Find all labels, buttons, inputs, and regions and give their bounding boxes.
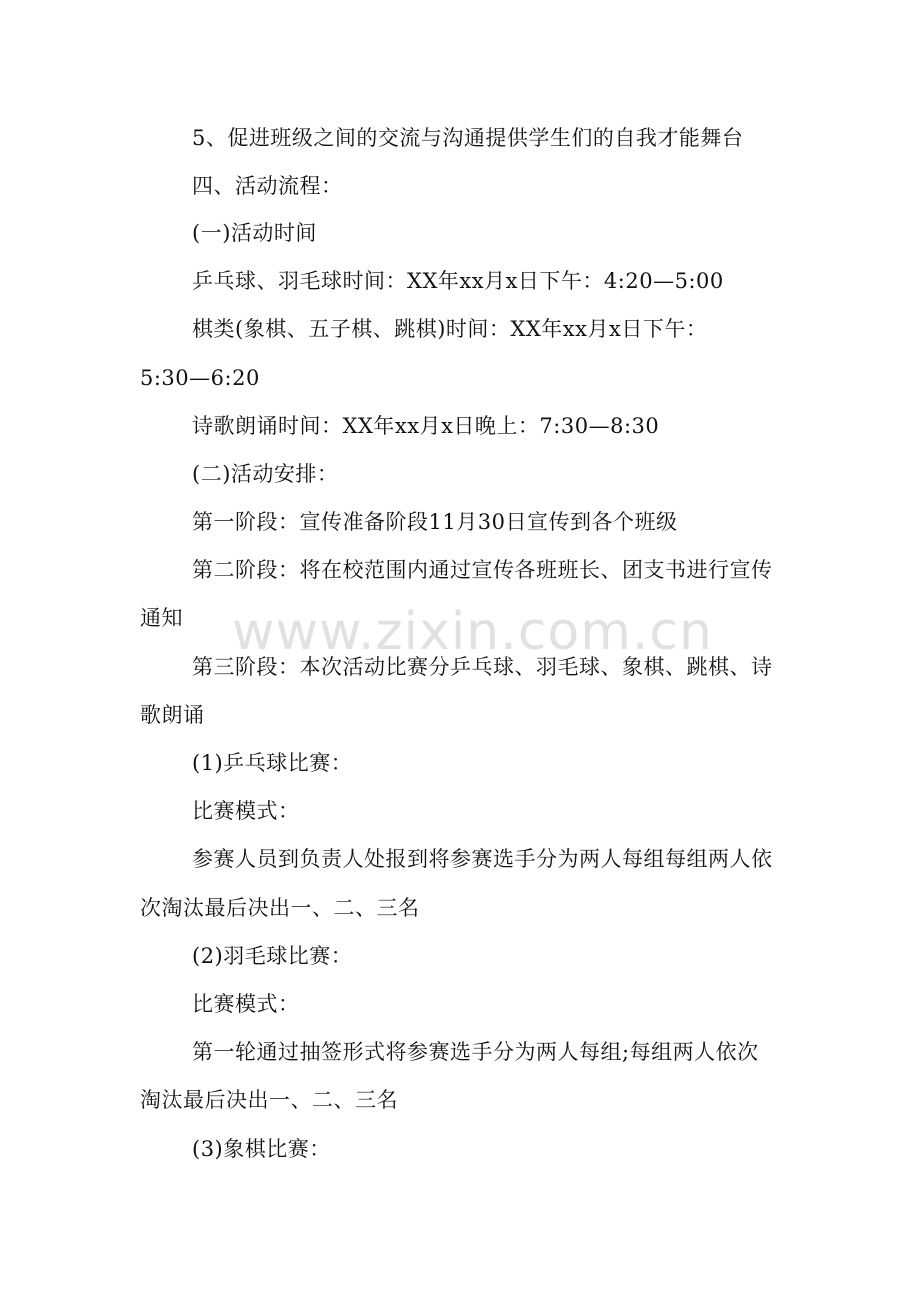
watermark: www.zixin.com.cn — [232, 602, 713, 662]
item-heading: (3)象棋比赛： — [192, 1137, 331, 1161]
subsection-heading: (一)活动时间 — [192, 221, 317, 245]
text-line: 诗歌朗诵时间：XX年xx月x日晚上：7:30—8:30 — [192, 414, 660, 438]
text-line-continued: 淘汰最后决出一、二、三名 — [140, 1088, 398, 1112]
text-line: 乒乓球、羽毛球时间：XX年xx月x日下午：4:20—5:00 — [192, 269, 724, 293]
section-heading: 四、活动流程： — [192, 174, 343, 198]
text-line: 第三阶段：本次活动比赛分乒乓球、羽毛球、象棋、跳棋、诗 — [192, 655, 773, 679]
text-line: 棋类(象棋、五子棋、跳棋)时间：XX年xx月x日下午： — [192, 317, 708, 341]
text-line: 第一阶段：宣传准备阶段11月30日宣传到各个班级 — [192, 510, 678, 534]
text-line: 比赛模式： — [192, 799, 300, 823]
text-line: 参赛人员到负责人处报到将参赛选手分为两人每组每组两人依 — [192, 847, 773, 871]
item-heading: (1)乒乓球比赛： — [192, 751, 353, 775]
subsection-heading: (二)活动安排： — [192, 462, 339, 486]
item-heading: (2)羽毛球比赛： — [192, 944, 353, 968]
text-line: 比赛模式： — [192, 992, 300, 1016]
text-line: 第二阶段：将在校范围内通过宣传各班班长、团支书进行宣传 — [192, 558, 773, 582]
text-line-continued: 5:30—6:20 — [140, 366, 260, 390]
text-line: 第一轮通过抽签形式将参赛选手分为两人每组;每组两人依次 — [192, 1040, 759, 1064]
text-line-continued: 通知 — [140, 606, 183, 630]
text-line-continued: 次淘汰最后决出一、二、三名 — [140, 896, 420, 920]
text-line: 5、促进班级之间的交流与沟通提供学生们的自我才能舞台 — [192, 126, 744, 150]
text-line-continued: 歌朗诵 — [140, 703, 205, 727]
